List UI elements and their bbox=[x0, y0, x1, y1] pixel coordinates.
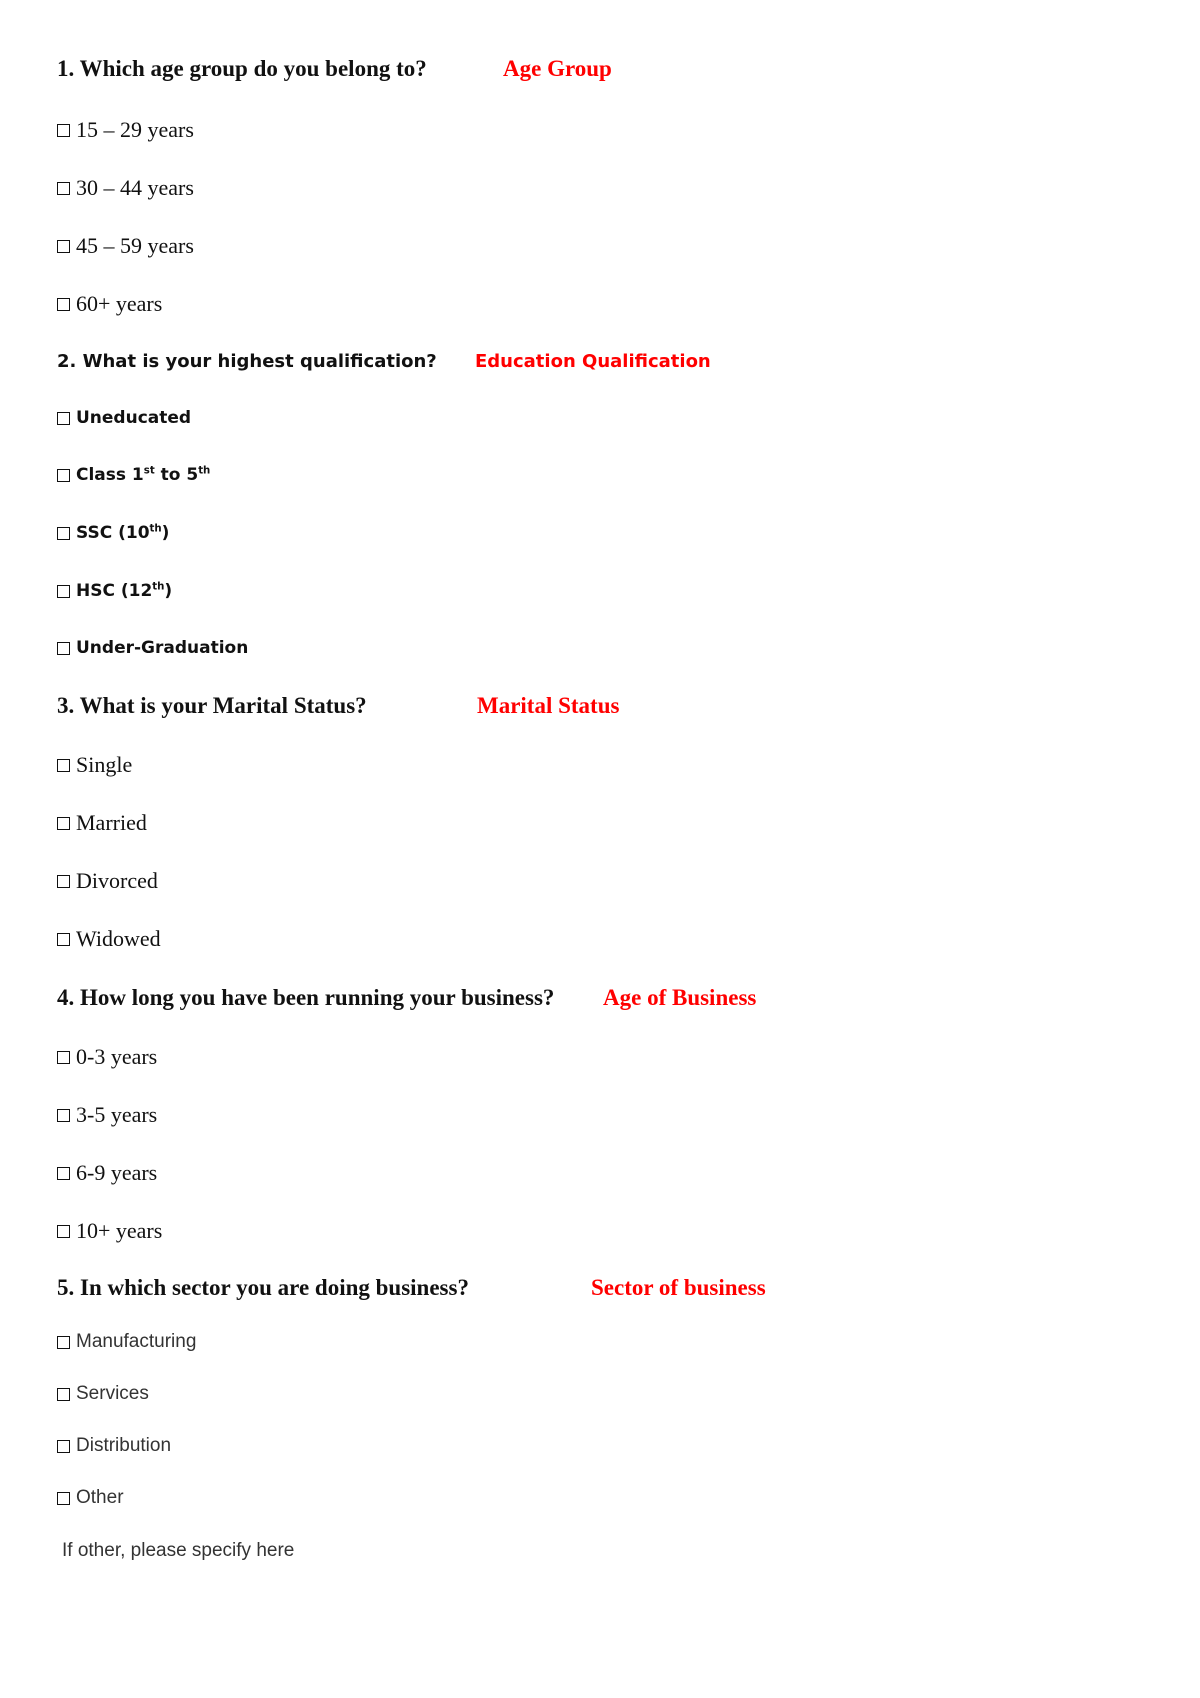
question-3-tag: Marital Status bbox=[477, 693, 620, 718]
option-sector-distribution[interactable] bbox=[57, 1435, 171, 1457]
option-label: 10+ years bbox=[76, 1218, 163, 1243]
checkbox-icon[interactable] bbox=[57, 124, 70, 137]
question-4-tag: Age of Business bbox=[603, 985, 757, 1010]
option-age-15-29[interactable] bbox=[57, 117, 194, 143]
option-label: 60+ years bbox=[76, 291, 163, 316]
question-4-title: 4. How long you have been running your business? bbox=[57, 985, 555, 1010]
option-age-45-59[interactable] bbox=[57, 233, 194, 259]
checkbox-icon[interactable] bbox=[57, 469, 70, 482]
option-sector-manufacturing[interactable] bbox=[57, 1331, 196, 1353]
question-2-title: 2. What is your highest qualification? bbox=[57, 351, 437, 372]
option-label: Distribution bbox=[76, 1435, 172, 1456]
option-age-30-44[interactable] bbox=[57, 175, 194, 201]
checkbox-icon[interactable] bbox=[57, 182, 70, 195]
checkbox-icon[interactable] bbox=[57, 1109, 70, 1122]
checkbox-icon[interactable] bbox=[57, 585, 70, 598]
option-label: Under-Graduation bbox=[76, 638, 249, 658]
option-age-60-plus[interactable] bbox=[57, 291, 162, 317]
checkbox-icon[interactable] bbox=[57, 1225, 70, 1238]
checkbox-icon[interactable] bbox=[57, 875, 70, 888]
question-5-title: 5. In which sector you are doing business? bbox=[57, 1275, 469, 1300]
option-business-age-0-3[interactable] bbox=[57, 1044, 157, 1070]
option-label: Married bbox=[76, 810, 147, 835]
option-marital-single[interactable] bbox=[57, 752, 132, 778]
checkbox-icon[interactable] bbox=[57, 240, 70, 253]
option-label: 15 – 29 years bbox=[76, 117, 194, 142]
option-sector-services[interactable] bbox=[57, 1383, 149, 1405]
option-label: Single bbox=[76, 752, 133, 777]
option-edu-class-1-5[interactable] bbox=[57, 465, 210, 485]
option-label: Divorced bbox=[76, 868, 158, 893]
option-label: 3-5 years bbox=[76, 1102, 158, 1127]
checkbox-icon[interactable] bbox=[57, 933, 70, 946]
option-marital-divorced[interactable] bbox=[57, 868, 158, 894]
other-specify-note: If other, please specify here bbox=[62, 1540, 295, 1561]
option-business-age-6-9[interactable] bbox=[57, 1160, 157, 1186]
option-label: HSC (12th) bbox=[76, 581, 173, 601]
option-label: Services bbox=[76, 1383, 149, 1404]
option-edu-uneducated[interactable] bbox=[57, 408, 191, 428]
option-sector-other[interactable] bbox=[57, 1487, 124, 1509]
question-1-tag: Age Group bbox=[503, 56, 612, 81]
checkbox-icon[interactable] bbox=[57, 527, 70, 540]
option-marital-widowed[interactable] bbox=[57, 926, 161, 952]
option-label: 0-3 years bbox=[76, 1044, 158, 1069]
question-3-title: 3. What is your Marital Status? bbox=[57, 693, 367, 718]
checkbox-icon[interactable] bbox=[57, 412, 70, 425]
option-label: Widowed bbox=[76, 926, 161, 951]
option-label: SSC (10th) bbox=[76, 523, 170, 543]
option-label: Other bbox=[76, 1487, 124, 1508]
option-edu-under-graduation[interactable] bbox=[57, 638, 248, 658]
checkbox-icon[interactable] bbox=[57, 1051, 70, 1064]
checkbox-icon[interactable] bbox=[57, 1388, 70, 1401]
option-label: 6-9 years bbox=[76, 1160, 158, 1185]
option-business-age-3-5[interactable] bbox=[57, 1102, 157, 1128]
option-label: Manufacturing bbox=[76, 1331, 197, 1352]
question-1-title: 1. Which age group do you belong to? bbox=[57, 56, 427, 81]
checkbox-icon[interactable] bbox=[57, 1440, 70, 1453]
question-2-tag: Education Qualification bbox=[475, 351, 711, 372]
question-5-tag: Sector of business bbox=[591, 1275, 766, 1300]
checkbox-icon[interactable] bbox=[57, 642, 70, 655]
option-label: Uneducated bbox=[76, 408, 192, 428]
option-marital-married[interactable] bbox=[57, 810, 147, 836]
option-edu-hsc[interactable] bbox=[57, 581, 172, 601]
checkbox-icon[interactable] bbox=[57, 817, 70, 830]
option-edu-ssc[interactable] bbox=[57, 523, 169, 543]
option-business-age-10-plus[interactable] bbox=[57, 1218, 162, 1244]
checkbox-icon[interactable] bbox=[57, 1336, 70, 1349]
option-label: 30 – 44 years bbox=[76, 175, 194, 200]
checkbox-icon[interactable] bbox=[57, 1492, 70, 1505]
checkbox-icon[interactable] bbox=[57, 759, 70, 772]
checkbox-icon[interactable] bbox=[57, 1167, 70, 1180]
option-label: Class 1st to 5th bbox=[76, 465, 211, 485]
option-label: 45 – 59 years bbox=[76, 233, 194, 258]
checkbox-icon[interactable] bbox=[57, 298, 70, 311]
